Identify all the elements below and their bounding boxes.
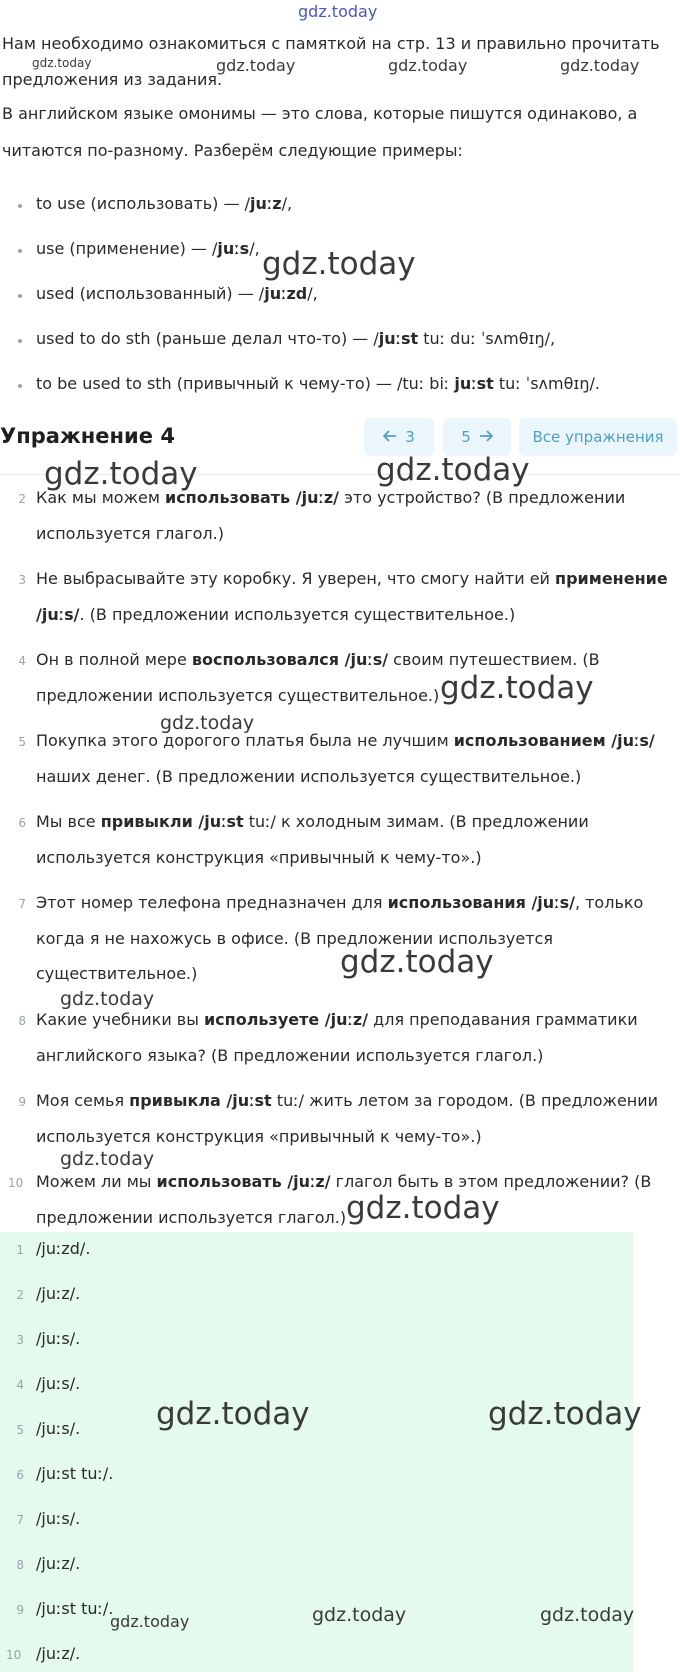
watermark-text: gdz.today	[388, 56, 468, 75]
bullet-dot	[18, 294, 22, 298]
all-exercises-button[interactable]: Все упражнения	[519, 418, 677, 456]
intro-paragraph-line: предложения из задания.	[2, 70, 223, 89]
answer-number: 6	[16, 1468, 24, 1482]
watermark-text: gdz.today	[44, 456, 198, 492]
watermark-text: gdz.today	[312, 1604, 407, 1626]
intro-paragraph-line: читаются по-разному. Разберём следующие примеры:	[2, 141, 463, 160]
item-number: 8	[18, 1014, 26, 1028]
watermark-text: gdz.today	[540, 1604, 635, 1626]
next-exercise-label: 5	[461, 428, 471, 446]
list-item: to use (использовать) — /juːz/,	[36, 194, 293, 213]
watermark-text: gdz.today	[560, 56, 640, 75]
item-text-line: используется конструкция «привычный к чему-то».)	[36, 1127, 482, 1146]
watermark-text: gdz.today	[160, 712, 255, 734]
answer-number: 8	[16, 1558, 24, 1572]
watermark-text: gdz.today	[346, 1190, 500, 1226]
list-item: used to do sth (раньше делал что-то) — /juːst tuː duː ˈsʌmθɪŋ/,	[36, 329, 556, 348]
bullet-dot	[18, 204, 22, 208]
item-number: 9	[18, 1095, 26, 1109]
item-number: 4	[18, 654, 26, 668]
watermark-text: gdz.today	[32, 56, 92, 70]
next-exercise-button[interactable]	[443, 418, 511, 456]
bullet-dot	[18, 339, 22, 343]
answer-number: 5	[16, 1423, 24, 1437]
item-text-line: наших денег. (В предложении используется существительное.)	[36, 767, 582, 786]
watermark-text: gdz.today	[110, 1612, 190, 1631]
item-text-line: Можем ли мы использовать /juːz/ глагол быть в этом предложении? (В	[36, 1172, 652, 1191]
watermark-text: gdz.today	[262, 246, 416, 282]
answer-text: /juːs/.	[36, 1419, 81, 1438]
answer-text: /juːz/.	[36, 1554, 81, 1573]
answer-number: 3	[16, 1333, 24, 1347]
answer-text: /juːs/.	[36, 1509, 81, 1528]
item-text-line: Не выбрасывайте эту коробку. Я уверен, что смогу найти ей применение	[36, 569, 668, 588]
list-item: use (применение) — /juːs/,	[36, 239, 260, 258]
answer-number: 10	[6, 1648, 22, 1662]
watermark-text: gdz.today	[156, 1396, 310, 1432]
watermark-text: gdz.today	[440, 670, 594, 706]
item-text-line: Этот номер телефона предназначен для использования /juːs/, только	[36, 893, 644, 912]
item-number: 5	[18, 735, 26, 749]
item-text-line: Он в полной мере воспользовался /juːs/ своим путешествием. (В	[36, 650, 600, 669]
item-text-line: английского языка? (В предложении используется глагол.)	[36, 1046, 544, 1065]
answer-text: /juːz/.	[36, 1644, 81, 1663]
watermark-text: gdz.today	[60, 1148, 155, 1170]
answer-number: 2	[16, 1288, 24, 1302]
list-item: to be used to sth (привычный к чему-то) — /tuː biː juːst tuː ˈsʌmθɪŋ/.	[36, 374, 600, 393]
list-item: used (использованный) — /juːzd/,	[36, 284, 318, 303]
item-text-line: предложении используется глагол.)	[36, 1208, 347, 1227]
watermark-text: gdz.today	[488, 1396, 642, 1432]
arrow-left-icon	[383, 428, 397, 446]
arrow-right-icon	[479, 428, 493, 446]
watermark-text: gdz.today	[376, 452, 530, 488]
prev-exercise-label: 3	[405, 428, 415, 446]
item-text-line: Покупка этого дорогого платья была не лучшим использованием /juːs/	[36, 731, 655, 750]
watermark-text: gdz.today	[216, 56, 296, 75]
answer-text: /juːs/.	[36, 1329, 81, 1348]
answer-number: 1	[16, 1243, 24, 1257]
answer-text: /juːst tuː/.	[36, 1599, 114, 1618]
prev-exercise-button[interactable]	[364, 418, 434, 456]
watermark-text: gdz.today	[340, 944, 494, 980]
answer-text: /juːs/.	[36, 1374, 81, 1393]
answer-number: 4	[16, 1378, 24, 1392]
item-text-line: Моя семья привыкла /juːst tuː/ жить летом за городом. (В предложении	[36, 1091, 659, 1110]
bullet-dot	[18, 384, 22, 388]
item-text-line: Как мы можем использовать /juːz/ это устройство? (В предложении	[36, 488, 626, 507]
item-text-line: Какие учебники вы используете /juːz/ для преподавания грамматики	[36, 1010, 638, 1029]
item-number: 7	[18, 897, 26, 911]
item-text-line: когда я не нахожусь в офисе. (В предложении используется	[36, 929, 553, 948]
bullet-dot	[18, 249, 22, 253]
intro-paragraph-line: Нам необходимо ознакомиться с памяткой на стр. 13 и правильно прочитать	[2, 34, 660, 53]
watermark-text: gdz.today	[60, 988, 155, 1010]
item-text-line: используется глагол.)	[36, 524, 224, 543]
answer-number: 7	[16, 1513, 24, 1527]
answer-text: /juːz/.	[36, 1284, 81, 1303]
answer-text: /juːst tuː/.	[36, 1464, 114, 1483]
answer-number: 9	[16, 1603, 24, 1617]
item-text-line: существительное.)	[36, 964, 198, 983]
watermark-text: gdz.today	[298, 2, 378, 21]
item-text-line: используется конструкция «привычный к чему-то».)	[36, 848, 482, 867]
item-text-line: Мы все привыкли /juːst tuː/ к холодным зимам. (В предложении	[36, 812, 589, 831]
answer-text: /juːzd/.	[36, 1239, 91, 1258]
item-text-line: /juːs/. (В предложении используется существительное.)	[36, 605, 516, 624]
exercise-title: Упражнение 4	[0, 424, 175, 448]
item-number: 6	[18, 816, 26, 830]
item-text-line: предложении используется существительное.)	[36, 686, 440, 705]
item-number: 10	[8, 1176, 24, 1190]
item-number: 2	[18, 492, 26, 506]
intro-paragraph-line: В английском языке омонимы — это слова, которые пишутся одинаково, а	[2, 104, 638, 123]
item-number: 3	[18, 573, 26, 587]
